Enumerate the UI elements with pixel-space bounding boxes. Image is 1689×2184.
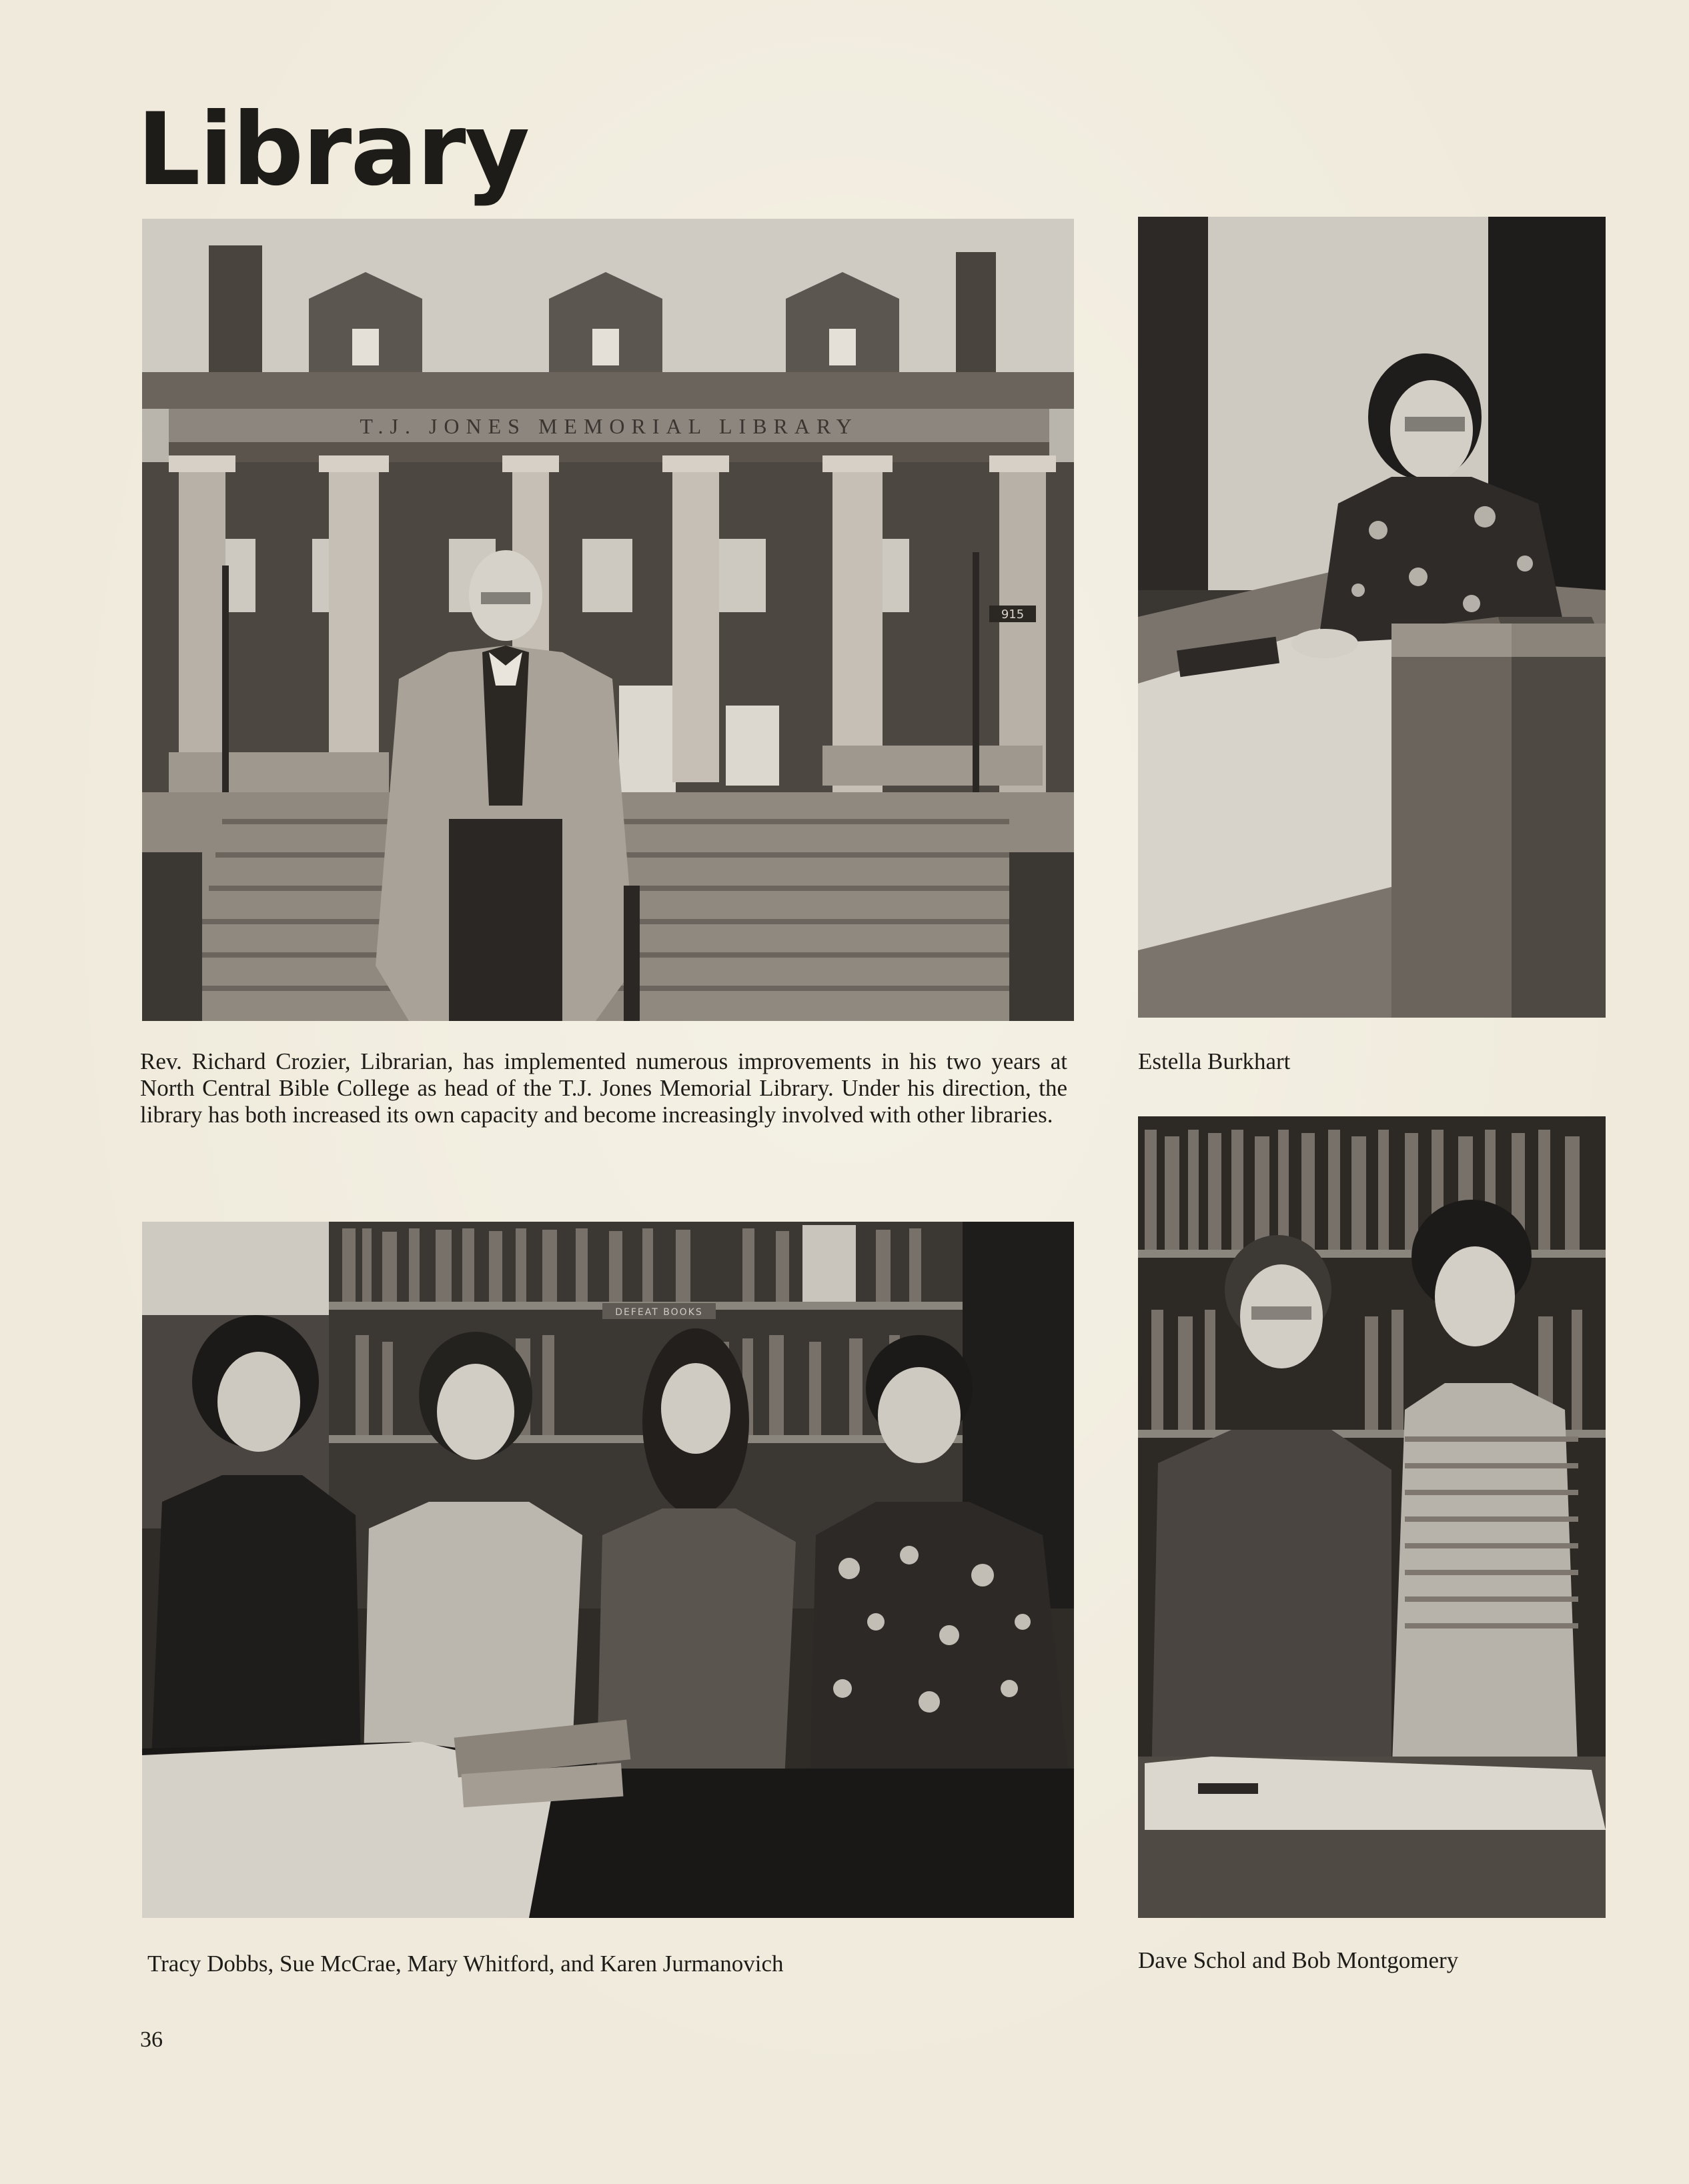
four-staff-photo (142, 1222, 1074, 1918)
librarian-caption: Rev. Richard Crozier, Librarian, has implemented numerous improvements in his two years at North Central Bible College as head of the T.J. Jones Memorial Library. Under his direction, the library has both increased its own capacity and become increasingly involved with other libraries. (140, 1048, 1067, 1128)
library-building-photo (142, 219, 1074, 1021)
two-students-caption: Dave Schol and Bob Montgomery (1138, 1947, 1459, 1973)
page-number: 36 (140, 2027, 163, 2052)
four-staff-caption: Tracy Dobbs, Sue McCrae, Mary Whitford, and Karen Jurmanovich (147, 1951, 784, 1977)
estella-caption: Estella Burkhart (1138, 1048, 1291, 1074)
building-inscription: T.J. JONES MEMORIAL LIBRARY (360, 414, 859, 438)
page-title: Library (137, 92, 529, 208)
shelf-sign: DEFEAT BOOKS (615, 1307, 703, 1318)
desk-portrait-photo (1138, 217, 1606, 1018)
address-sign: 915 (1001, 608, 1025, 622)
two-students-photo (1138, 1116, 1606, 1918)
